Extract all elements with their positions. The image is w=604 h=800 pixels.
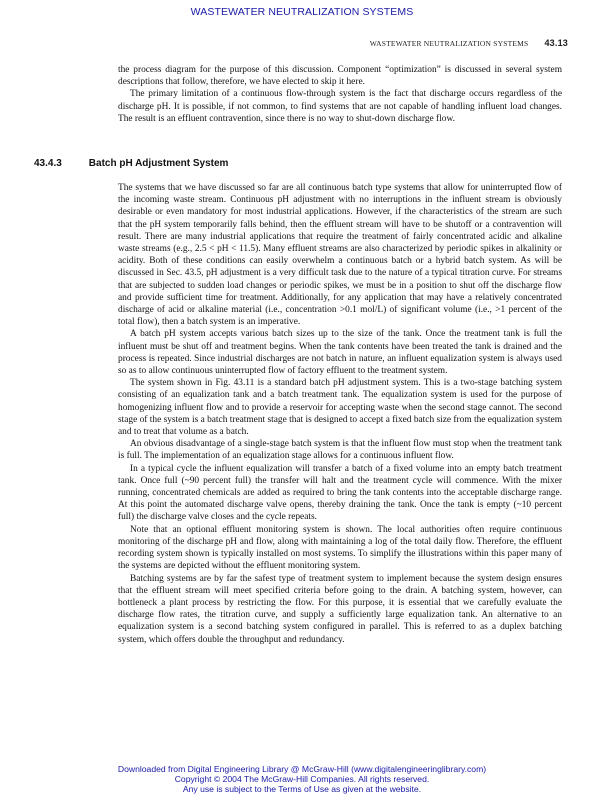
- paragraph: A batch pH system accepts various batch sizes up to the size of the tank. Once the treatment tank is full the influent must be shut off and treatment begins. When the tank contents have been treated the tank is drained and the process is repeated. Since industrial discharges are not batch in nature, an influent equalization system is always used so as to allow continuous uninterrupted flow of factory effluent to the treatment system.: [118, 329, 562, 377]
- section-body: [118, 182, 562, 646]
- footer-terms: Any use is subject to the Terms of Use as given at the website.: [182, 784, 422, 794]
- running-head: [370, 38, 568, 48]
- section-title: Batch pH Adjustment System: [88, 158, 229, 169]
- running-head-title: WASTEWATER NEUTRALIZATION SYSTEMS: [369, 39, 529, 48]
- paragraph: The systems that we have discussed so far are all continuous batch type systems that allow for uninterrupted flow of the incoming waste stream. Continuous pH adjustment with no interruptions in the influent stream is obviously desirable or even mandatory for most industrial applications. However, if the characteristics of the stream are such that the pH system temporarily falls behind, then the effluent stream will have to be shutoff or a contravention will result. There are many industrial applications that require the treatment of fairly concentrated acidic and alkaline waste streams (e.g., 2.5 < pH < 11.5). Many effluent streams are also characterized by periodic spikes in alkalinity or acidity. Both of these conditions can easily overwhelm a continuous batch or a hybrid batch system. As will be discussed in Sec. 43.5, pH adjustment is a very difficult task due to the nature of a typical titration curve. For streams that are subjected to sudden load changes or periodic spikes, we must be in a position to shut off the discharge flow and provide sufficient time for treatment. Additionally, for any application that may have a relatively concentrated discharge of acid or alkaline material (i.e., concentration >0.1 mol/L) of significant volume (i.e., >1 percent of the total flow), then a batch system is an imperative.: [118, 183, 562, 328]
- footer-copyright: Copyright © 2004 The McGraw-Hill Companies. All rights reserved.: [174, 774, 430, 784]
- section-heading: [34, 158, 228, 169]
- section-number: 43.4.3: [34, 158, 62, 169]
- paragraph: The primary limitation of a continuous flow-through system is the fact that discharge occurs regardless of the discharge pH. It is possible, if not common, to find systems that are not capable of handling influent load changes. The result is an effluent contravention, since there is no way to shut-down discharge flow.: [118, 89, 562, 124]
- paragraph: Batching systems are by far the safest type of treatment system to implement because the system design ensures that the effluent stream will meet specified criteria before going to the drain. A batching system, however, can bottleneck a plant process by restricting the flow. For this purpose, it is essential that we carefully evaluate the discharge flow rates, the titration curve, and supply a sufficiently large equalization tank. An alternative to an equalization system is a second batching system configured in parallel. This is referred to as a duplex batching system, which offers double the throughput and redundancy.: [118, 573, 562, 645]
- paragraph: the process diagram for the purpose of this discussion. Component “optimization” is discussed in several system descriptions that follow, therefore, we have elected to skip it here.: [118, 65, 562, 88]
- paragraph: The system shown in Fig. 43.11 is a standard batch pH adjustment system. This is a two-stage batching system consisting of an equalization tank and a batch treatment tank. The equalization system is used for the purpose of homogenizing influent flow and to provide a reservoir for accepting waste when the second stage cannot. The second stage of the system is a batch treatment stage that is designed to accept a fixed batch size from the equalization system and to treat that volume as a batch.: [118, 378, 562, 438]
- page-number: 43.13: [544, 38, 568, 48]
- paragraph: In a typical cycle the influent equalization will transfer a batch of a fixed volume into an empty batch treatment tank. Once full (~90 percent full) the transfer will halt and the treatment cycle will commence. With the mixer running, concentrated chemicals are added as required to bring the tank contents into the acceptable discharge range. At this point the automated discharge valve opens, thereby draining the tank. Once the tank is empty (~10 percent full) the discharge valve closes and the cycle repeats.: [118, 463, 562, 523]
- intro-text: [118, 64, 562, 125]
- footer-download-link[interactable]: Downloaded from Digital Engineering Library @ McGraw-Hill (www.digitalengineeringlibrary.com): [117, 764, 487, 774]
- top-banner: WASTEWATER NEUTRALIZATION SYSTEMS: [190, 6, 414, 18]
- footer: [0, 764, 604, 794]
- paragraph: An obvious disadvantage of a single-stage batch system is that the influent flow must stop when the treatment tank is full. The implementation of an equalization stage allows for a continuous influent flow.: [118, 439, 562, 462]
- paragraph: Note that an optional effluent monitoring system is shown. The local authorities often require continuous monitoring of the discharge pH and flow, along with maintaining a log of the total daily flow. Therefore, the effluent recording system shown is typically installed on most systems. To simplify the illustrations within this paper many of the systems are depicted without the effluent monitoring system.: [118, 524, 562, 572]
